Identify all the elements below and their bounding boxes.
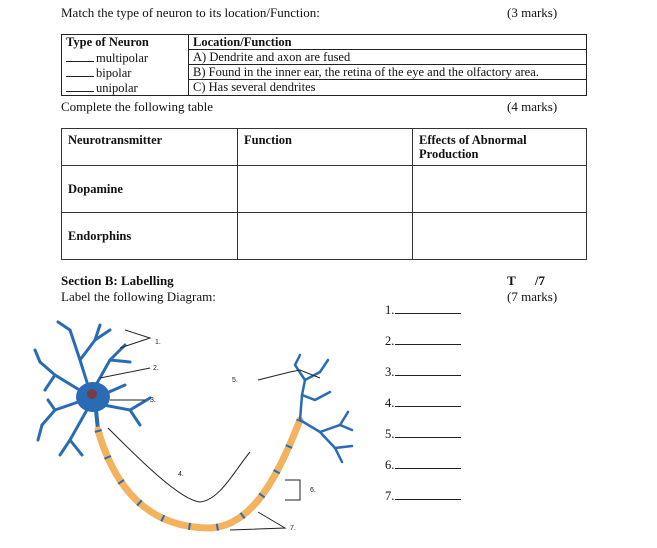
nt-name-cell: Dopamine — [62, 166, 238, 213]
matching-row — [62, 80, 587, 96]
diagram-number: 1. — [155, 339, 161, 346]
answer-underline[interactable] — [395, 489, 461, 500]
nt-row — [62, 213, 587, 260]
diagram-number: 3. — [150, 397, 156, 404]
answer-blank[interactable] — [66, 80, 94, 92]
diagram-number: 5. — [232, 377, 238, 384]
answer-number: 3. — [385, 365, 395, 379]
matching-function-cell: B) Found in the inner ear, the retina of the eye and the olfactory area. — [189, 65, 587, 80]
answer-underline[interactable] — [395, 303, 461, 314]
matching-row — [62, 50, 587, 65]
section-b-marks: (7 marks) — [507, 289, 558, 304]
answer-line[interactable] — [385, 365, 461, 380]
nt-header-function: Function — [238, 129, 413, 166]
answer-number: 2. — [385, 334, 395, 348]
nucleus — [87, 389, 97, 399]
nt-effects-cell[interactable] — [413, 213, 587, 260]
matching-function-cell: A) Dendrite and axon are fused — [189, 50, 587, 65]
answer-underline[interactable] — [395, 427, 461, 438]
complete-marks: (4 marks) — [507, 99, 558, 114]
matching-type-cell — [62, 50, 189, 65]
answer-underline[interactable] — [395, 365, 461, 376]
nt-header-row — [62, 129, 587, 166]
diagram-number: 6. — [310, 487, 316, 494]
neuron-type: multipolar — [96, 50, 149, 65]
neurotransmitter-table — [61, 128, 587, 260]
nt-function-cell[interactable] — [238, 166, 413, 213]
answer-underline[interactable] — [395, 458, 461, 469]
answer-line[interactable] — [385, 427, 461, 442]
matching-row — [62, 65, 587, 80]
matching-type-cell — [62, 80, 189, 96]
answer-number: 4. — [385, 396, 395, 410]
matching-table — [61, 34, 587, 96]
matching-type-cell — [62, 65, 189, 80]
answer-underline[interactable] — [395, 334, 461, 345]
answer-blank[interactable] — [66, 50, 94, 62]
answer-number: 6. — [385, 458, 395, 472]
answer-number: 1. — [385, 303, 395, 317]
answer-line[interactable] — [385, 458, 461, 473]
answer-line[interactable] — [385, 334, 461, 349]
complete-instruction: Complete the following table — [61, 99, 213, 114]
nt-function-cell[interactable] — [238, 213, 413, 260]
nt-header-name: Neurotransmitter — [62, 129, 238, 166]
matching-header-row — [62, 35, 587, 50]
match-marks: (3 marks) — [507, 5, 558, 20]
answer-blank[interactable] — [66, 65, 94, 77]
nt-row — [62, 166, 587, 213]
answer-number: 7. — [385, 489, 395, 503]
nt-header-effects: Effects of Abnormal Production — [413, 129, 587, 166]
match-instruction: Match the type of neuron to its location/Function: — [61, 5, 320, 20]
answer-line[interactable] — [385, 303, 461, 318]
diagram-number: 4. — [178, 471, 184, 478]
diagram-number: 7. — [290, 525, 296, 532]
section-b-title: Section B: Labelling — [61, 273, 174, 288]
nt-effects-cell[interactable] — [413, 166, 587, 213]
answer-underline[interactable] — [395, 396, 461, 407]
answer-line[interactable] — [385, 489, 461, 504]
nodes-of-ranvier — [98, 420, 300, 528]
matching-header-type: Type of Neuron — [62, 35, 189, 50]
answer-number: 5. — [385, 427, 395, 441]
nt-name-cell: Endorphins — [62, 213, 238, 260]
section-b-instruction: Label the following Diagram: — [61, 289, 216, 304]
matching-header-function: Location/Function — [189, 35, 587, 50]
diagram-number: 2. — [153, 365, 159, 372]
myelin-sheath — [98, 420, 300, 528]
neuron-type: bipolar — [96, 65, 132, 80]
neuron-type: unipolar — [96, 80, 138, 95]
answer-line[interactable] — [385, 396, 461, 411]
neuron-diagram — [30, 318, 375, 546]
section-b-score: T /7 — [507, 273, 546, 288]
matching-function-cell: C) Has several dendrites — [189, 80, 587, 96]
